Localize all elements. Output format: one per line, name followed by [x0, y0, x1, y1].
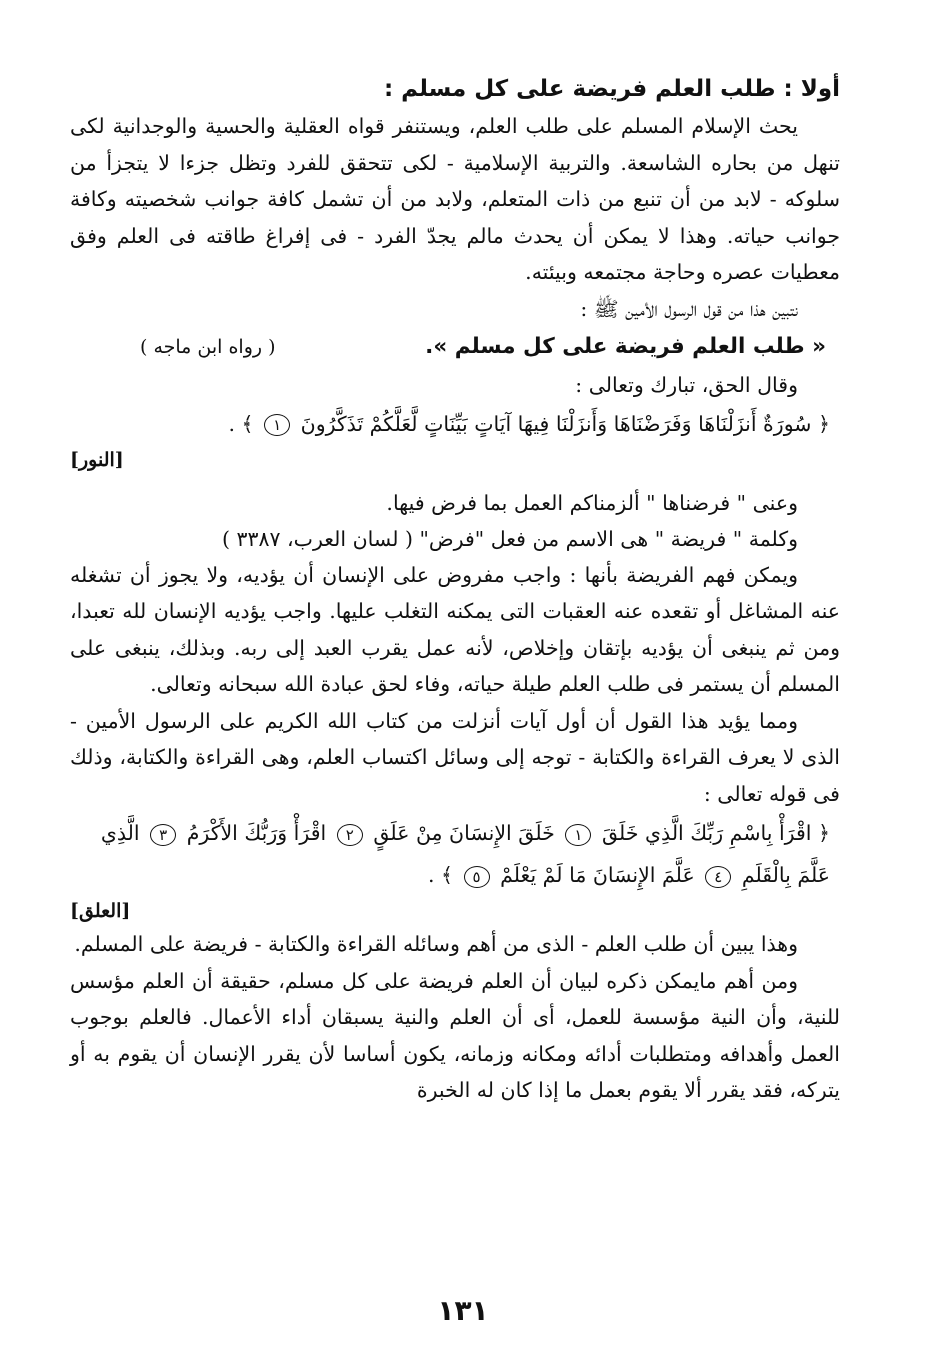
paragraph-reading-writing: وهذا يبين أن طلب العلم - الذى من أهم وسائله القراءة والكتابة - فريضة على المسلم.: [74, 932, 798, 956]
verse-alaq-part2: خَلَقَ الإِنسَانَ مِنْ عَلَقٍ: [373, 821, 555, 845]
god-said-line: وقال الحق، تبارك وتعالى :: [575, 372, 798, 397]
paragraph-knowledge-intention: ومن أهم مايمكن ذكره لبيان أن العلم فريضة على كل مسلم، حقيقة أن العلم مؤسس للنية، وأن النية مؤسسة للعمل، أى أن العلم والنية يسبقان أداء الأعمال. فالعلم بوجوب العمل وأهدافه ومتطلبات أدائه ومكانه وزمانه، يكون أساسا لأن يقرر الإنسان أن يقوم به أو يتركه، فقد يقرر ألا يقوم بعمل ما إذا كان له الخبرة: [70, 968, 840, 1102]
paragraph-farida-meaning: ويمكن فهم الفريضة بأنها : واجب مفروض على الإنسان أن يؤديه، ولا يجوز أن تشغله عنه المشاغل أو تقعده عنه العقبات التى يمكنه التغلب عليها. واجب يؤديه الإنسان لله تعبدا، ومن ثم ينبغى أن يؤديه بإتقان وإخلاص، لأنه عمل يقرب العبد إلى ربه. وبذلك، ينبغى على المسلم أن يستمر فى طلب العلم طيلة حياته، وفاء لحق عبادة الله سبحانه وتعالى.: [70, 562, 840, 696]
verse-alaq-part5: عَلَّمَ الإِنسَانَ مَا لَمْ يَعْلَمْ: [500, 863, 695, 887]
section-heading: أولا : طلب العلم فريضة على كل مسلم :: [383, 76, 840, 102]
ayah-number-marker: ٤: [705, 866, 731, 888]
farida-definition: وكلمة " فريضة " هى الاسم من فعل "فرض" ( لسان العرب، ٣٣٨٧ ): [221, 526, 798, 551]
ayah-number-marker: ١: [264, 414, 290, 436]
verse-alaq-part1: ﴿ اقْرَأْ بِاسْمِ رَبِّكَ الَّذِي خَلَقَ: [601, 821, 830, 845]
ayah-number-marker: ١: [565, 824, 591, 846]
book-page: [70, 70, 840, 1310]
ayah-number-marker: ٥: [464, 866, 490, 888]
verse-alaq-part4: الَّذِي عَلَّمَ بِالْقَلَمِ: [100, 821, 830, 887]
hadith-text: « طلب العلم فريضة على كل مسلم ».: [425, 333, 826, 359]
hadith-source: ( رواه ابن ماجه ): [140, 335, 276, 358]
faradnaha-meaning: وعنى " فرضناها " ألزمناكم العمل بما فرض فيها.: [386, 490, 798, 515]
verse-nur-reference: [النور]: [70, 448, 124, 471]
verse-alaq-part3: اقْرَأْ وَرَبُّكَ الأَكْرَمُ: [186, 821, 327, 845]
verse-alaq-reference: [العلق]: [70, 900, 131, 922]
spacer: [70, 475, 840, 485]
hadith-row: [70, 327, 840, 367]
page-number: ١٣١: [437, 1294, 489, 1327]
ayah-number-marker: ٢: [337, 824, 363, 846]
ayah-number-marker: ٣: [150, 824, 176, 846]
paragraph-intro: يحث الإسلام المسلم على طلب العلم، ويستنفر قواه العقلية والحسية والوجدانية لكى تنهل من بحاره الشاسعة. والتربية الإسلامية - لكى تتحقق للفرد وتظل جزءا لا يتجزأ من سلوكه - لابد من أن تنبع من ذات المتعلم، ولابد من أن تشمل كافة جوانب شخصيته وكافة جوانب حياته. وهذا لا يمكن أن يحدث مالم يجدّ الفرد - فى إفراغ طاقته فى العلم وفق معطيات عصره وحاجة مجتمعه وبيئته.: [70, 114, 840, 284]
verse-nur-end: ﴾ .: [228, 411, 254, 436]
verse-nur-text: ﴿ سُورَةٌ أَنزَلْنَاهَا وَفَرَضْنَاهَا وَأَنزَلْنَا فِيهَا آيَاتٍ بَيِّنَاتٍ لَّعَلَّكُمْ تَذَكَّرُونَ: [300, 411, 830, 436]
verse-nur: [70, 403, 840, 475]
verse-alaq: [70, 812, 840, 926]
verse-alaq-end: ﴾ .: [427, 863, 453, 887]
paragraph-first-verses: ومما يؤيد هذا القول أن أول آيات أنزلت من كتاب الله الكريم على الرسول الأمين - الذى لا يعرف القراءة والكتابة - توجه إلى وسائل اكتساب العلم، وهى القراءة والكتابة، وذلك فى قوله تعالى :: [70, 708, 840, 806]
prophet-intro-line: نتبين هذا من قول الرسول الأمين ﷺ :: [580, 296, 798, 321]
